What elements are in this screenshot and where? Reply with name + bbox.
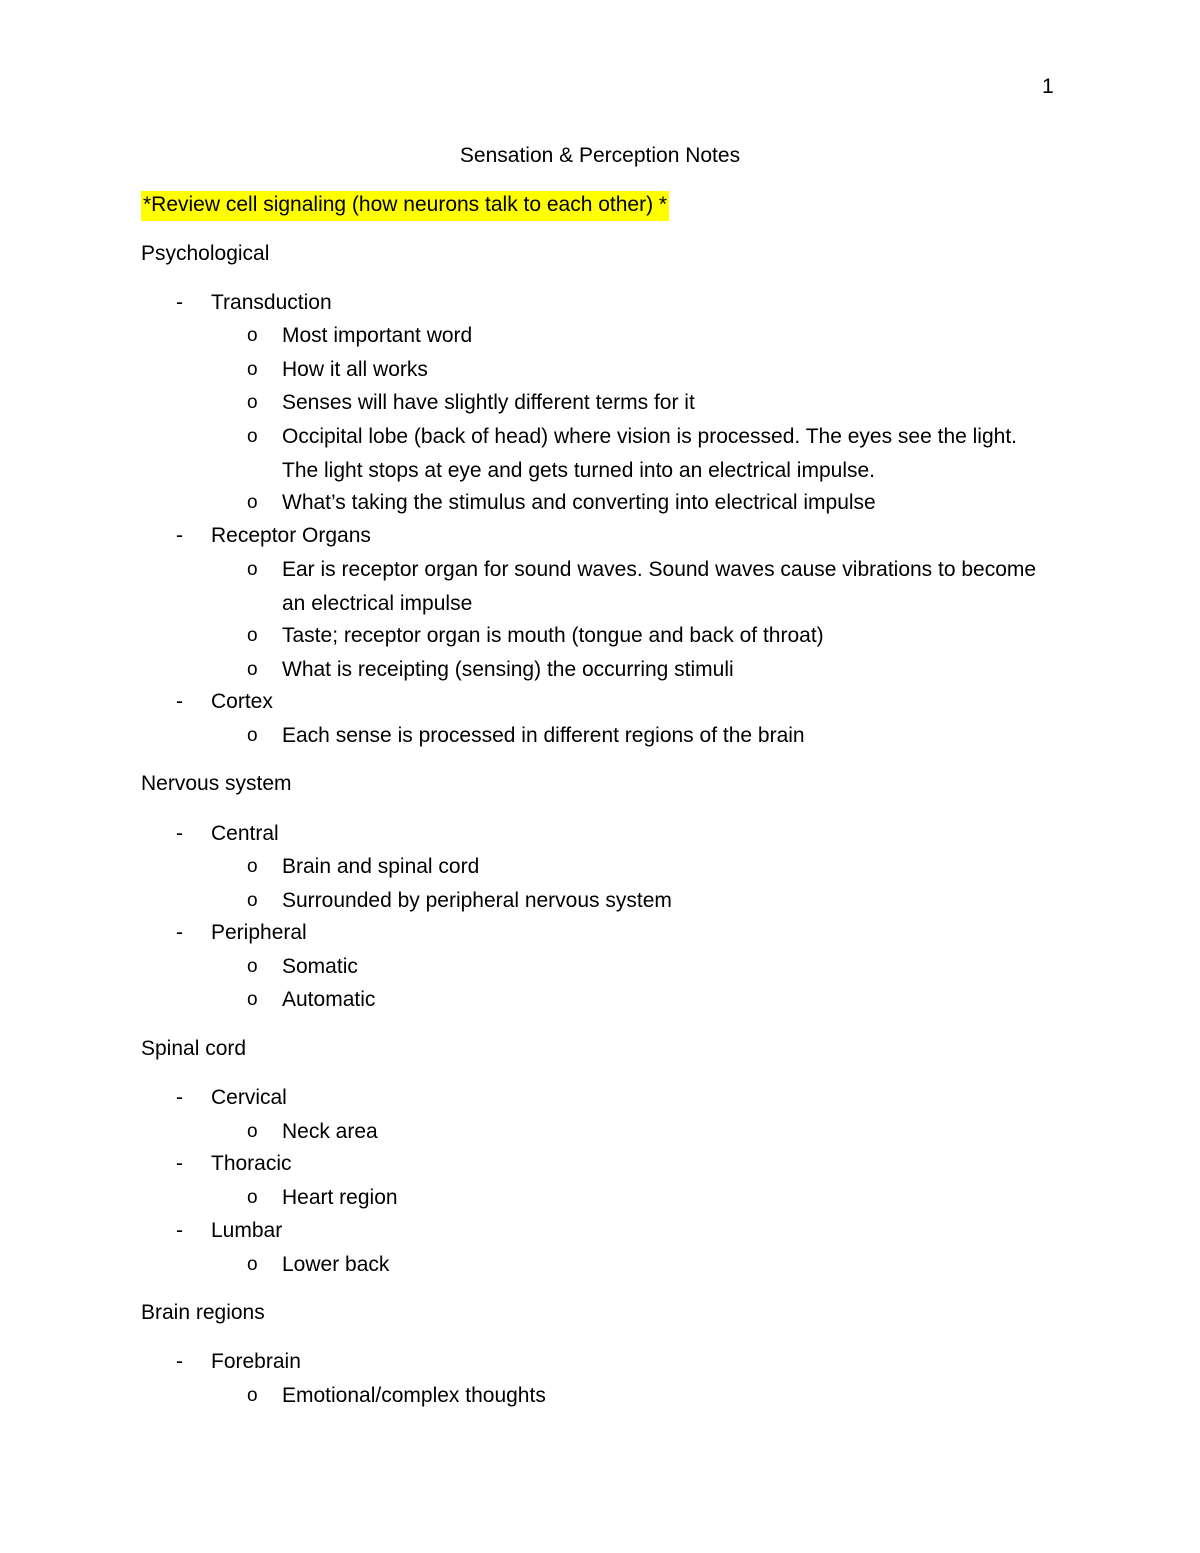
circle-bullet-icon: o — [247, 856, 258, 877]
list-item — [176, 1151, 292, 1177]
circle-bullet-icon: o — [247, 890, 258, 911]
sub-list-item-text: Each sense is processed in different regions of the brain — [282, 724, 805, 747]
circle-bullet-icon: o — [247, 559, 258, 580]
dash-bullet: - — [176, 822, 183, 845]
list-item-label: Forebrain — [211, 1350, 301, 1373]
circle-bullet-icon: o — [247, 659, 258, 680]
dash-bullet: - — [176, 1219, 183, 1242]
sub-list-item — [247, 619, 1042, 653]
circle-bullet-icon: o — [247, 1385, 258, 1406]
sub-list-item — [247, 486, 1042, 520]
list-item-label: Peripheral — [211, 921, 307, 944]
sub-list-item-text: Somatic — [282, 955, 358, 978]
list-item — [176, 821, 279, 847]
list-item — [176, 920, 307, 946]
sub-list-item — [247, 319, 1042, 353]
dash-bullet: - — [176, 690, 183, 713]
section-heading: Psychological — [141, 242, 270, 265]
circle-bullet-icon: o — [247, 989, 258, 1010]
circle-bullet-icon: o — [247, 956, 258, 977]
section-heading: Nervous system — [141, 772, 292, 795]
section-heading: Brain regions — [141, 1301, 265, 1324]
sub-list-item — [247, 420, 1042, 487]
sub-list-item-text: What is receipting (sensing) the occurring stimuli — [282, 658, 734, 681]
list-item-label: Transduction — [211, 291, 332, 314]
circle-bullet-icon: o — [247, 359, 258, 380]
circle-bullet-icon: o — [247, 1187, 258, 1208]
circle-bullet-icon: o — [247, 492, 258, 513]
sub-list-item — [247, 1181, 1042, 1215]
dash-bullet: - — [176, 1350, 183, 1373]
sub-list-item-text: Neck area — [282, 1120, 378, 1143]
list-item — [176, 1085, 287, 1111]
sub-list-item — [247, 950, 1042, 984]
list-item — [176, 290, 332, 316]
circle-bullet-icon: o — [247, 1121, 258, 1142]
sub-list-item-text: Taste; receptor organ is mouth (tongue and back of throat) — [282, 624, 824, 647]
list-item-label: Receptor Organs — [211, 524, 371, 547]
list-item-label: Central — [211, 822, 279, 845]
list-item-label: Thoracic — [211, 1152, 292, 1175]
document-title: Sensation & Perception Notes — [459, 144, 741, 167]
circle-bullet-icon: o — [247, 426, 258, 447]
sub-list-item — [247, 1115, 1042, 1149]
list-item-label: Cervical — [211, 1086, 287, 1109]
dash-bullet: - — [176, 921, 183, 944]
sub-list-item — [247, 1379, 1042, 1413]
sub-list-item-text: Emotional/complex thoughts — [282, 1384, 546, 1407]
sub-list-item — [247, 719, 1042, 753]
circle-bullet-icon: o — [247, 725, 258, 746]
sub-list-item — [247, 653, 1042, 687]
list-item — [176, 1349, 301, 1375]
dash-bullet: - — [176, 524, 183, 547]
dash-bullet: - — [176, 1152, 183, 1175]
sub-list-item — [247, 983, 1042, 1017]
sub-list-item-text: Surrounded by peripheral nervous system — [282, 889, 672, 912]
sub-list-item-text: Lower back — [282, 1253, 390, 1276]
page-number: 1 — [1042, 75, 1054, 98]
dash-bullet: - — [176, 1086, 183, 1109]
sub-list-item — [247, 353, 1042, 387]
section-heading: Spinal cord — [141, 1037, 247, 1060]
sub-list-item-text: Most important word — [282, 324, 473, 347]
list-item — [176, 523, 371, 549]
sub-list-item-text: What’s taking the stimulus and converting into electrical impulse — [282, 491, 876, 514]
circle-bullet-icon: o — [247, 625, 258, 646]
sub-list-item — [247, 850, 1042, 884]
list-item — [176, 1218, 282, 1244]
sub-list-item-text: Occipital lobe (back of head) where vision is processed. The eyes see the light. The light stops at eye and gets turned into an electrical impulse. — [282, 425, 1017, 482]
list-item-label: Cortex — [211, 690, 273, 713]
sub-list-item-text: Brain and spinal cord — [282, 855, 480, 878]
sub-list-item-text: Automatic — [282, 988, 376, 1011]
circle-bullet-icon: o — [247, 325, 258, 346]
sub-list-item-text: Ear is receptor organ for sound waves. Sound waves cause vibrations to become an electrical impulse — [282, 558, 1037, 615]
sub-list-item-text: Senses will have slightly different terms for it — [282, 391, 695, 414]
sub-list-item — [247, 553, 1042, 620]
sub-list-item-text: How it all works — [282, 358, 428, 381]
highlighted-review-note: *Review cell signaling (how neurons talk to each other) * — [141, 191, 669, 221]
list-item — [176, 689, 273, 715]
sub-list-item — [247, 386, 1042, 420]
sub-list-item — [247, 884, 1042, 918]
sub-list-item-text: Heart region — [282, 1186, 398, 1209]
list-item-label: Lumbar — [211, 1219, 283, 1242]
circle-bullet-icon: o — [247, 392, 258, 413]
dash-bullet: - — [176, 291, 183, 314]
sub-list-item — [247, 1248, 1042, 1282]
circle-bullet-icon: o — [247, 1254, 258, 1275]
